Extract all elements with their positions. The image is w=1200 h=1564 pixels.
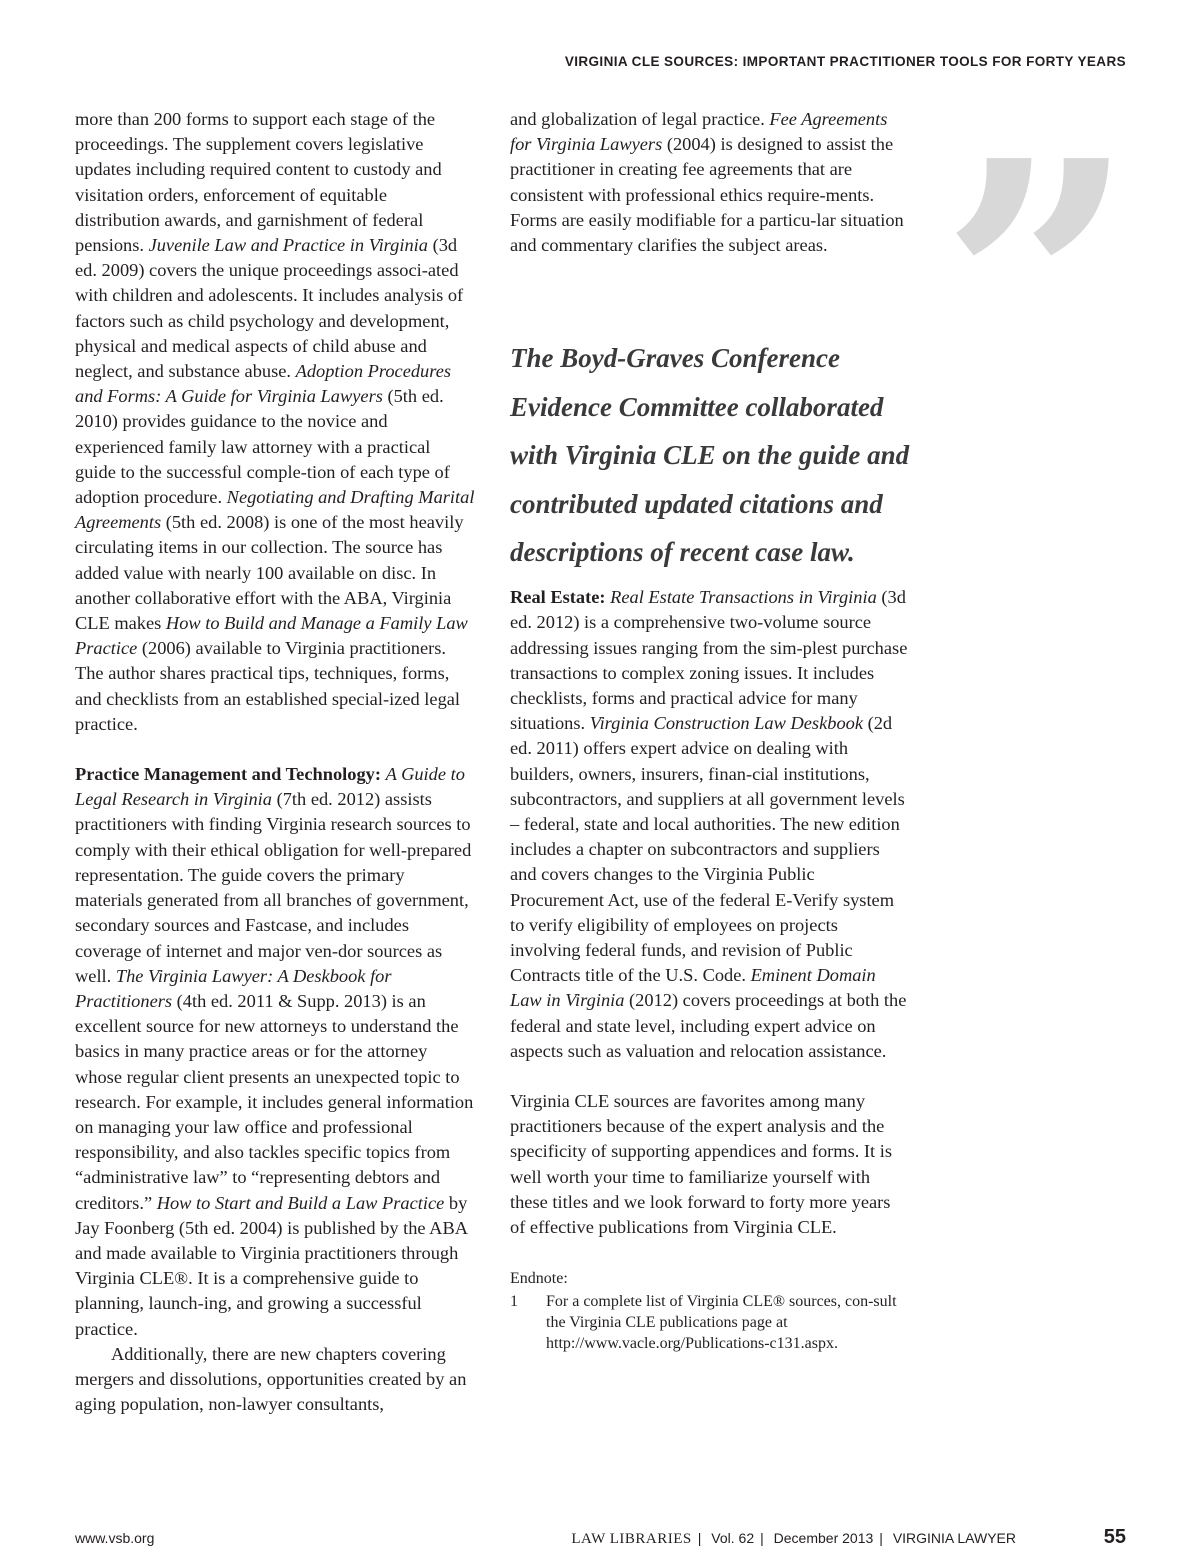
- book-title: Virginia Construction Law Deskbook: [589, 713, 864, 734]
- section-heading: Real Estate:: [510, 587, 606, 608]
- text-run: (2d ed. 2011) offers expert advice on dealing with builders, owners, insurers, finan-cial institutions, subcontractors, and suppliers at all government levels – federal, state and local authorities. The new edition includes a chapter on subcontractors and suppliers and covers changes to the Virginia Public Procurement Act, use of the federal E-Verify system to verify eligibility of employees on projects involving federal funds, and revision of Public Contracts title of the U.S. Code.: [510, 713, 905, 986]
- section-heading: Practice Management and Technology:: [75, 764, 381, 785]
- book-title: The Virginia Lawyer: A Deskbook for Practitioners: [75, 965, 392, 1011]
- footer-divider: |: [697, 1530, 702, 1546]
- book-title: Fee Agreements for Virginia Lawyers: [510, 109, 888, 155]
- text-run: more than 200 forms to support each stage of the proceedings. The supplement covers legislative updates including required content to custody and visitation orders, enforcement of equitable distribution awards, and garnishment of federal pensions.: [75, 109, 442, 256]
- endnote: [510, 1268, 910, 1354]
- text-run: (2012) covers proceedings at both the federal and state level, including expert advice on aspects such as valuation and relocation assistance.: [510, 990, 907, 1061]
- book-title: Negotiating and Drafting Marital Agreements: [75, 487, 475, 533]
- text-run: and globalization of legal practice.: [510, 109, 770, 129]
- text-run: (2006) available to Virginia practitioners. The author shares practical tips, techniques, forms, and checklists from an established special-ized legal practice.: [75, 638, 461, 734]
- book-title: Real Estate Transactions in Virginia: [610, 587, 877, 608]
- text-run: (5th ed. 2008) is one of the most heavily circulating items in our collection. The source has added value with nearly 100 available on disc. In another collaborative effort with the ABA, Virginia CLE makes: [75, 512, 464, 634]
- footer-section: LAW LIBRARIES: [571, 1531, 692, 1547]
- endnote-number: 1: [510, 1293, 518, 1311]
- book-title: Eminent Domain Law in Virginia: [510, 965, 876, 1011]
- footer-website: www.vsb.org: [75, 1530, 155, 1546]
- left-column: [75, 107, 475, 1417]
- running-head: VIRGINIA CLE SOURCES: IMPORTANT PRACTITIONER TOOLS FOR FORTY YEARS: [564, 54, 1126, 69]
- fee-agreements-paragraph: [510, 107, 910, 258]
- footer-publication: VIRGINIA LAWYER: [892, 1530, 1016, 1546]
- right-column: [510, 107, 910, 1354]
- additional-chapters-paragraph: Additionally, there are new chapters covering mergers and dissolutions, opportunities created by an aging population, non-lawyer consultants,: [75, 1343, 467, 1415]
- endnote-item: [510, 1291, 910, 1354]
- page-number: 55: [1103, 1526, 1126, 1548]
- real-estate-paragraph: [510, 585, 910, 1064]
- footer-volume: Vol. 62: [711, 1530, 755, 1546]
- quotation-mark-icon: ”: [940, 88, 1136, 487]
- book-title: How to Build and Manage a Family Law Practice: [75, 613, 468, 659]
- book-title: How to Start and Build a Law Practice: [156, 1192, 445, 1213]
- text-run: (7th ed. 2012) assists practitioners with finding Virginia research sources to comply with their ethical obligation for well-prepared representation. The guide covers the primary materials generated from all branches of government, secondary sources and Fastcase, and includes coverage of internet and major ven-dor sources as well.: [75, 789, 472, 986]
- text-run: (5th ed. 2010) provides guidance to the novice and experienced family law attorney with a practical guide to the successful comple-tion of each type of adoption procedure.: [75, 386, 450, 508]
- closing-paragraph: Virginia CLE sources are favorites among many practitioners because of the expert analysis and the specificity of supporting appendices and forms. It is well worth your time to familiarize yourself with these titles and we look forward to forty more years of effective publications from Virginia CLE.: [510, 1091, 893, 1238]
- text-run: (2004) is designed to assist the practitioner in creating fee agreements that are consistent with professional ethics require-ments. Forms are easily modifiable for a particu-lar situation and commentary clarifies the subject areas.: [510, 134, 904, 256]
- footer-divider: |: [879, 1530, 883, 1546]
- footer-info: [571, 1530, 1016, 1548]
- footer-date: December 2013: [773, 1530, 874, 1546]
- book-title: Juvenile Law and Practice in Virginia: [148, 235, 428, 256]
- book-title: Adoption Procedures and Forms: A Guide for Virginia Lawyers: [75, 361, 452, 407]
- text-run: (3d ed. 2012) is a comprehensive two-volume source addressing issues ranging from the sim-plest purchase transactions to complex zoning issues. It includes checklists, forms and practical advice for many situations.: [510, 587, 908, 734]
- endnote-text: For a complete list of Virginia CLE® sources, con-sult the Virginia CLE publications page at http://www.vacle.org/Publications-c131.aspx.: [546, 1293, 897, 1353]
- text-run: (4th ed. 2011 & Supp. 2013) is an excellent source for new attorneys to understand the basics in many practice areas or for the attorney whose regular client presents an unexpected topic to research. For example, it includes general information on managing your law office and professional responsibility, and also tackles specific topics from “administrative law” to “representing debtors and creditors.”: [75, 990, 474, 1213]
- endnote-label: Endnote:: [510, 1270, 568, 1288]
- text-run: by Jay Foonberg (5th ed. 2004) is published by the ABA and made available to Virginia practitioners through Virginia CLE®. It is a comprehensive guide to planning, launch-ing, and growing a successful practice.: [75, 1192, 468, 1339]
- footer-divider: |: [760, 1530, 764, 1546]
- book-title: A Guide to Legal Research in Virginia: [75, 764, 465, 810]
- practice-management-paragraph: [75, 762, 475, 1342]
- text-run: (3d ed. 2009) covers the unique proceedings associ-ated with children and adolescents. It includes analysis of factors such as child psychology and development, physical and medical aspects of child abuse and neglect, and substance abuse.: [75, 235, 464, 382]
- family-law-paragraph: [75, 107, 475, 737]
- pull-quote: The Boyd-Graves Conference Evidence Committee collaborated with Virginia CLE on the guide and contributed updated citations and descriptions of recent case law.: [510, 343, 910, 567]
